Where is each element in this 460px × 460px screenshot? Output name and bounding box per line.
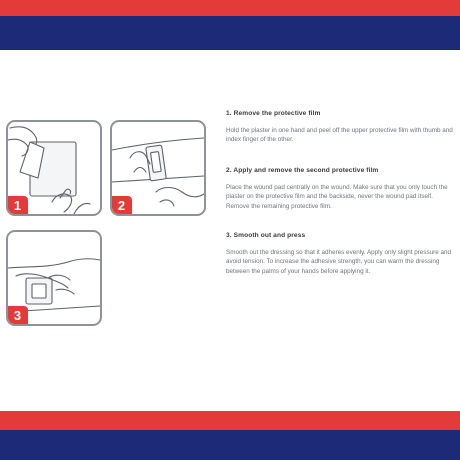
step-3-text: Smooth out the dressing so that it adheres evenly. Apply only slight pressure and avoid tension. To increase the adhesive strength, you can warm the dressing between the palms of your hands before applying it.	[226, 249, 451, 275]
step-1-text: Hold the plaster in one hand and peel off the upper protective film with thumb and index finger of the other.	[226, 127, 453, 144]
step-3-title: 3. Smooth out and press	[226, 232, 306, 239]
step-1-illustration	[6, 120, 102, 216]
step-2-text: Place the wound pad centrally on the wound. Make sure that you only touch the plaster on the protective film and the backside, never the wound pad itself. Remove the remaining protective film.	[226, 184, 448, 210]
step-2-illustration	[110, 120, 206, 216]
step-2-title: 2. Apply and remove the second protective film	[226, 167, 379, 174]
step-1	[226, 110, 454, 145]
step-3	[226, 232, 454, 276]
step-3-illustration	[6, 230, 102, 326]
bottom-red-band	[0, 411, 460, 430]
bottom-navy-band	[0, 430, 460, 460]
step-2-badge: 2	[111, 196, 132, 215]
step-1-title: 1. Remove the protective film	[226, 110, 321, 117]
step-3-badge: 3	[7, 306, 28, 325]
top-red-band	[0, 0, 460, 16]
step-1-badge: 1	[7, 196, 28, 215]
step-2	[226, 167, 454, 211]
top-navy-band	[0, 16, 460, 50]
